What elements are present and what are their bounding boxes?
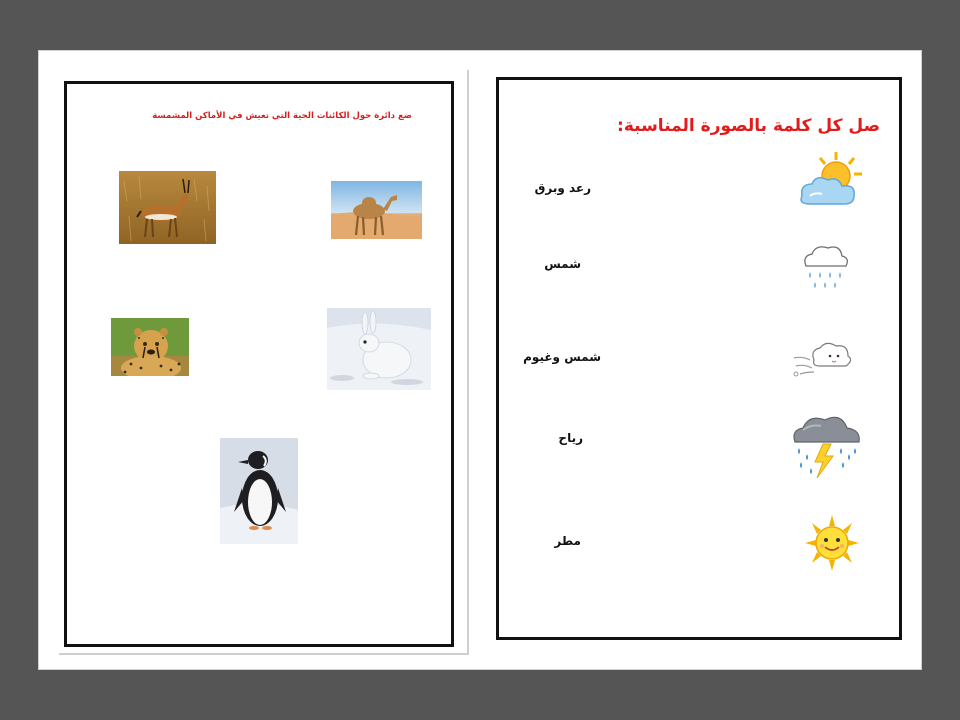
right-worksheet-page — [487, 68, 910, 653]
arctic-hare-image — [327, 308, 431, 390]
left-worksheet-page — [57, 68, 467, 653]
word-wind: رياح — [558, 431, 583, 445]
word-sun-clouds: شمس وغيوم — [523, 350, 601, 364]
right-page-title: صل كل كلمة بالصورة المناسبة: — [617, 116, 880, 136]
word-thunder-lightning: رعد وبرق — [534, 181, 591, 195]
cheetah-image — [111, 318, 189, 376]
word-sun: شمس — [544, 257, 581, 271]
thunderstorm-icon — [789, 408, 865, 480]
wind-cloud-icon — [792, 336, 856, 380]
sun-icon — [804, 514, 860, 572]
penguin-image — [220, 438, 298, 544]
left-page-title: ضع دائرة حول الكائنات الحية التي تعيش في الأماكن المشمسة — [152, 111, 412, 121]
slide — [38, 50, 922, 670]
gazelle-image — [119, 171, 216, 244]
camel-image — [331, 181, 422, 239]
sun-behind-cloud-icon — [792, 150, 867, 210]
rain-cloud-icon — [800, 240, 850, 292]
word-rain: مطر — [554, 534, 581, 548]
